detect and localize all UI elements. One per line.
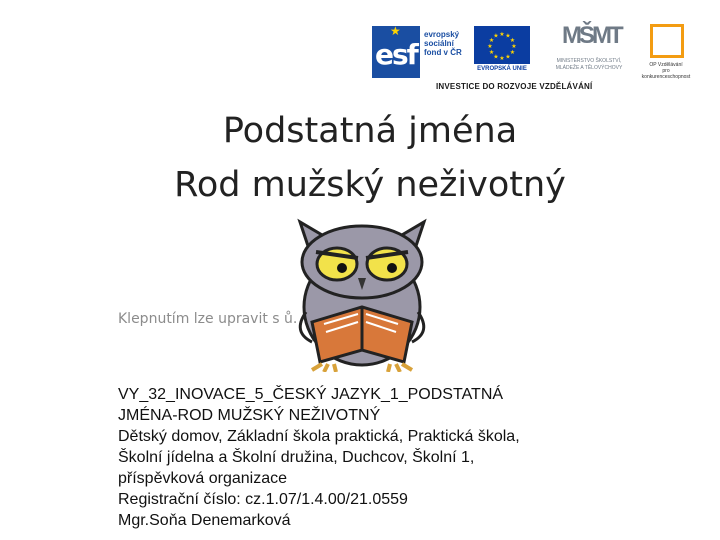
info-line: Registrační číslo: cz.1.07/1.4.00/21.0559 — [118, 491, 408, 508]
msmt-caption-line: MLÁDEŽE A TĚLOVÝCHOVY — [555, 65, 623, 71]
eu-star-icon: ★ — [509, 37, 516, 44]
esf-text-line: sociální — [424, 39, 454, 48]
msmt-caption-line: MINISTERSTVO ŠKOLSTVÍ, — [556, 58, 622, 64]
op-caption — [640, 62, 692, 80]
eu-star-icon: ★ — [499, 55, 505, 62]
msmt-caption — [552, 58, 626, 72]
eu-star-icon: ★ — [488, 49, 495, 56]
info-line: Mgr.Soňa Denemarková — [118, 512, 291, 529]
info-line: VY_32_INOVACE_5_ČESKÝ JAZYK_1_PODSTATNÁ — [118, 386, 504, 403]
investice-banner: INVESTICE DO ROZVOJE VZDĚLÁVÁNÍ — [436, 82, 593, 91]
info-line: příspěvková organizace — [118, 470, 287, 487]
title-line-1: Podstatná jména — [222, 111, 518, 151]
esf-text — [424, 30, 470, 57]
esf-text-line: evropský — [424, 30, 460, 39]
eu-star-icon: ★ — [499, 31, 505, 38]
info-line: Školní jídelna a Školní družina, Duchcov, Školní 1, — [118, 449, 475, 466]
esf-logo — [372, 26, 468, 78]
logo-strip — [368, 18, 692, 94]
info-line: JMÉNA-ROD MUŽSKÝ NEŽIVOTNÝ — [118, 407, 381, 424]
subtitle-placeholder[interactable]: Klepnutím lze upravit s ů. — [118, 311, 298, 327]
eu-star-icon: ★ — [505, 53, 511, 61]
eu-star-icon: ★ — [493, 32, 499, 40]
slide-title[interactable] — [120, 104, 620, 212]
esf-text-line: fond v ČR — [424, 48, 462, 57]
esf-mark-text: esf — [375, 38, 417, 71]
owl-reading-book-icon — [282, 212, 442, 372]
star-icon: ★ — [390, 24, 399, 38]
eu-star-icon: ★ — [493, 53, 499, 61]
eu-logo — [474, 26, 530, 78]
eu-flag-icon — [474, 26, 530, 64]
msmt-logo — [552, 22, 622, 78]
eu-star-icon: ★ — [505, 32, 511, 40]
op-logo — [640, 20, 690, 82]
info-block[interactable] — [118, 384, 618, 531]
eu-star-icon: ★ — [509, 49, 516, 56]
eu-star-icon: ★ — [511, 43, 517, 50]
op-caption-line: pro konkurenceschopnost — [641, 68, 691, 80]
msmt-mark: MŠMT — [562, 22, 621, 49]
op-frame-icon — [650, 24, 684, 58]
op-caption-line: OP Vzdělávání — [649, 62, 683, 68]
eu-star-icon: ★ — [487, 43, 493, 50]
eu-caption: EVROPSKÁ UNIE — [477, 66, 527, 72]
info-line: Dětský domov, Základní škola praktická, Praktická škola, — [118, 428, 520, 445]
title-line-2: Rod mužský neživotný — [174, 165, 566, 205]
esf-mark — [372, 26, 420, 78]
eu-star-icon: ★ — [488, 37, 495, 44]
